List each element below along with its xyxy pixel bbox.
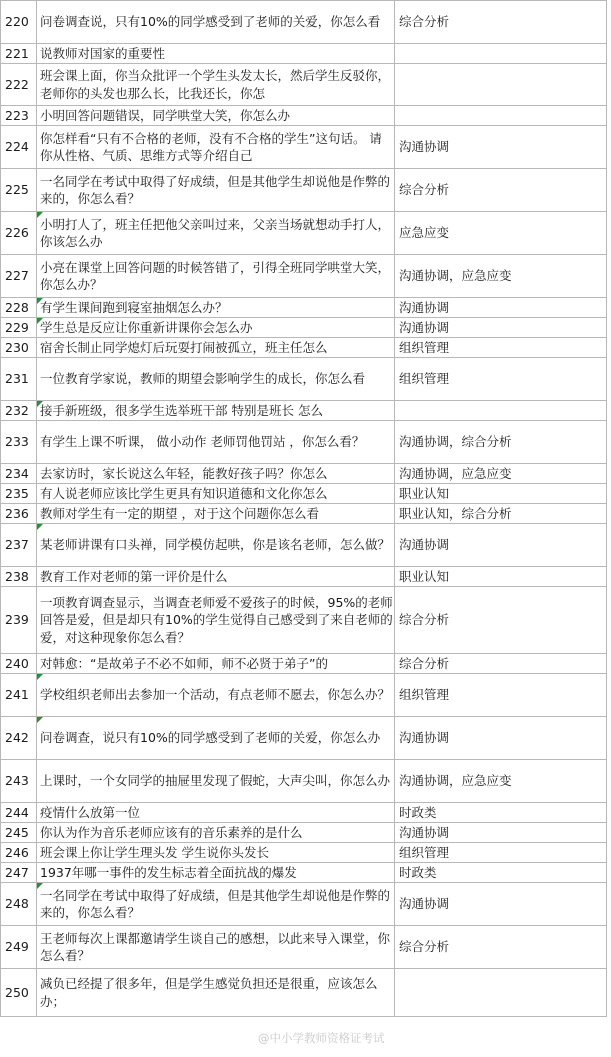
table-row [1, 883, 607, 926]
row-number: 231 [1, 358, 37, 401]
question-cell: 减负已经提了很多年，但是学生感觉负担还是很重，应该怎么办； [37, 969, 395, 1017]
question-cell: 你怎样看“只有不合格的老师，没有不合格的学生”这句话。 请你从性格、气质、思维方式等介绍自己 [37, 126, 395, 169]
row-number: 238 [1, 567, 37, 587]
question-cell: 有人说老师应该比学生更具有知识道德和文化你怎么 [37, 484, 395, 504]
row-number: 245 [1, 823, 37, 843]
row-number: 248 [1, 883, 37, 926]
question-cell: 某老师讲课有口头禅，同学模仿起哄，你是该名老师，怎么做？ [37, 524, 395, 567]
question-cell: 接手新班级，很多学生选举班干部 特别是班长 怎么 [37, 401, 395, 421]
category-cell: 组织管理 [395, 338, 607, 358]
question-cell: 1937年哪一事件的发生标志着全面抗战的爆发 [37, 863, 395, 883]
row-number: 222 [1, 64, 37, 106]
row-number: 244 [1, 803, 37, 823]
category-cell: 沟通协调 [395, 823, 607, 843]
question-cell: 去家访时，家长说这么年轻，能教好孩子吗？你怎么 [37, 464, 395, 484]
category-cell: 沟通协调，综合分析 [395, 421, 607, 464]
table-row [1, 717, 607, 760]
question-cell: 教师对学生有一定的期望 ，对于这个问题你怎么看 [37, 504, 395, 524]
category-cell [395, 401, 607, 421]
category-cell: 沟通协调 [395, 298, 607, 318]
table-row [1, 674, 607, 717]
row-number: 232 [1, 401, 37, 421]
table-row [1, 803, 607, 823]
question-cell: 小明打人了，班主任把他父亲叫过来，父亲当场就想动手打人，你该怎么办 [37, 212, 395, 255]
row-number: 228 [1, 298, 37, 318]
table-row [1, 843, 607, 863]
table-row [1, 823, 607, 843]
category-cell: 综合分析 [395, 587, 607, 654]
question-cell: 有学生上课不听课， 做小动作 老师罚他罚站 ，你怎么看？ [37, 421, 395, 464]
row-number: 221 [1, 44, 37, 64]
category-cell: 时政类 [395, 863, 607, 883]
category-cell [395, 44, 607, 64]
row-number: 227 [1, 255, 37, 298]
watermark: @中小学教师资格证考试 [258, 1031, 385, 1045]
table-row [1, 169, 607, 212]
row-number: 235 [1, 484, 37, 504]
row-number: 246 [1, 843, 37, 863]
category-cell: 沟通协调 [395, 717, 607, 760]
category-cell: 组织管理 [395, 358, 607, 401]
row-number: 240 [1, 654, 37, 674]
category-cell: 综合分析 [395, 169, 607, 212]
question-cell: 一名同学在考试中取得了好成绩，但是其他学生却说他是作弊的来的，你怎么看？ [37, 169, 395, 212]
table-row [1, 318, 607, 338]
category-cell: 综合分析 [395, 1, 607, 44]
row-number: 226 [1, 212, 37, 255]
question-cell: 班会课上面，你当众批评一个学生头发太长，然后学生反驳你，老师你的头发也那么长，比我还长，你怎 [37, 64, 395, 106]
table-row [1, 484, 607, 504]
question-cell: 说教师对国家的重要性 [37, 44, 395, 64]
question-cell: 疫情什么放第一位 [37, 803, 395, 823]
question-cell: 问卷调查，说只有10%的同学感受到了老师的关爱，你怎么办 [37, 717, 395, 760]
category-cell [395, 106, 607, 126]
category-cell: 时政类 [395, 803, 607, 823]
table-row [1, 126, 607, 169]
table-row [1, 567, 607, 587]
row-number: 247 [1, 863, 37, 883]
table-row [1, 760, 607, 803]
table-row [1, 106, 607, 126]
table-row [1, 1, 607, 44]
question-cell: 上课时，一个女同学的抽屉里发现了假蛇，大声尖叫，你怎么办 [37, 760, 395, 803]
category-cell: 沟通协调 [395, 126, 607, 169]
table-row [1, 401, 607, 421]
question-cell: 问卷调查说，只有10%的同学感受到了老师的关爱，你怎么看 [37, 1, 395, 44]
question-cell: 王老师每次上课都邀请学生谈自己的感想，以此来导入课堂，你怎么看？ [37, 926, 395, 969]
category-cell: 组织管理 [395, 674, 607, 717]
table-row [1, 654, 607, 674]
question-cell: 学校组织老师出去参加一个活动，有点老师不愿去，你怎么办？ [37, 674, 395, 717]
category-cell [395, 969, 607, 1017]
table-row [1, 298, 607, 318]
row-number: 220 [1, 1, 37, 44]
category-cell: 沟通协调 [395, 883, 607, 926]
row-number: 236 [1, 504, 37, 524]
category-cell: 职业认知 [395, 567, 607, 587]
question-cell: 小明回答问题错误，同学哄堂大笑，你怎么办 [37, 106, 395, 126]
table-row [1, 338, 607, 358]
row-number: 249 [1, 926, 37, 969]
row-number: 239 [1, 587, 37, 654]
question-cell: 一位教育学家说，教师的期望会影响学生的成长，你怎么看 [37, 358, 395, 401]
table-row [1, 524, 607, 567]
category-cell: 综合分析 [395, 654, 607, 674]
table-row [1, 44, 607, 64]
row-number: 242 [1, 717, 37, 760]
row-number: 230 [1, 338, 37, 358]
category-cell: 沟通协调，应急应变 [395, 464, 607, 484]
question-cell: 你认为作为音乐老师应该有的音乐素养的是什么 [37, 823, 395, 843]
table-row [1, 587, 607, 654]
table-row [1, 863, 607, 883]
row-number: 233 [1, 421, 37, 464]
category-cell: 沟通协调，应急应变 [395, 760, 607, 803]
question-cell: 一名同学在考试中取得了好成绩，但是其他学生却说他是作弊的来的，你怎么看？ [37, 883, 395, 926]
table-row [1, 504, 607, 524]
question-cell: 学生总是反应让你重新讲课你会怎么办 [37, 318, 395, 338]
category-cell: 沟通协调 [395, 318, 607, 338]
row-number: 229 [1, 318, 37, 338]
question-cell: 班会课上你让学生理头发 学生说你头发长 [37, 843, 395, 863]
row-number: 237 [1, 524, 37, 567]
table-row [1, 421, 607, 464]
category-cell: 沟通协调，应急应变 [395, 255, 607, 298]
table-row [1, 212, 607, 255]
category-cell: 综合分析 [395, 926, 607, 969]
row-number: 234 [1, 464, 37, 484]
table-row [1, 926, 607, 969]
row-number: 223 [1, 106, 37, 126]
row-number: 241 [1, 674, 37, 717]
question-cell: 有学生课间跑到寝室抽烟怎么办？ [37, 298, 395, 318]
category-cell: 沟通协调 [395, 524, 607, 567]
question-cell: 宿舍长制止同学熄灯后玩耍打闹被孤立，班主任怎么 [37, 338, 395, 358]
question-cell: 教育工作对老师的第一评价是什么 [37, 567, 395, 587]
category-cell: 应急应变 [395, 212, 607, 255]
category-cell [395, 64, 607, 106]
row-number: 243 [1, 760, 37, 803]
table-row [1, 969, 607, 1017]
category-cell: 职业认知 [395, 484, 607, 504]
table-row [1, 358, 607, 401]
row-number: 250 [1, 969, 37, 1017]
row-number: 225 [1, 169, 37, 212]
table-row [1, 464, 607, 484]
row-number: 224 [1, 126, 37, 169]
category-cell: 职业认知，综合分析 [395, 504, 607, 524]
question-table-body [1, 1, 607, 1017]
table-row [1, 64, 607, 106]
question-cell: 一项教育调查显示，当调查老师爱不爱孩子的时候，95%的老师回答是爱，但是却只有10%的学生觉得自己感受到了来自老师的爱，对这种现象你怎么看？ [37, 587, 395, 654]
question-cell: 对韩愈：“是故弟子不必不如师，师不必贤于弟子”的 [37, 654, 395, 674]
question-cell: 小亮在课堂上回答问题的时候答错了，引得全班同学哄堂大笑，你怎么办？ [37, 255, 395, 298]
category-cell: 组织管理 [395, 843, 607, 863]
table-row [1, 255, 607, 298]
